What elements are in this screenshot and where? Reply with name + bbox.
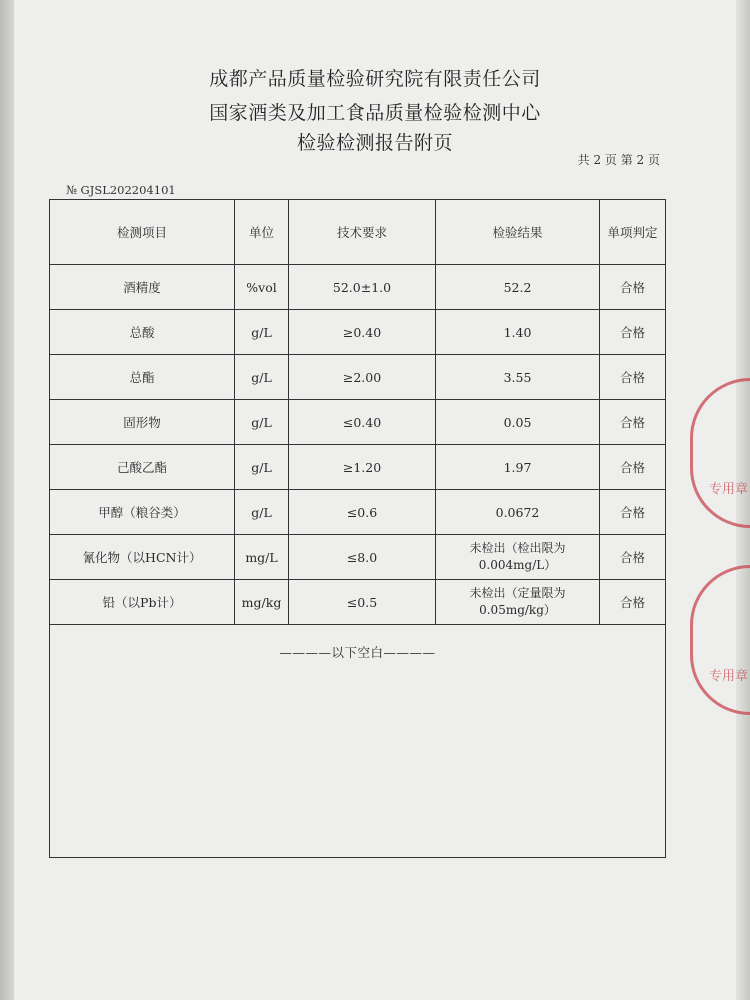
center-name: 国家酒类及加工食品质量检验检测中心 bbox=[209, 102, 541, 124]
cell-result: 0.0672 bbox=[436, 490, 600, 535]
cell-requirement: ≥0.40 bbox=[289, 310, 436, 355]
table-header-row bbox=[50, 200, 666, 265]
cell-verdict: 合格 bbox=[600, 400, 666, 445]
cell-result: 3.55 bbox=[436, 355, 600, 400]
table-row bbox=[50, 355, 666, 400]
table-row bbox=[50, 535, 666, 580]
seal-stamp-text: 专用章 bbox=[708, 482, 748, 497]
cell-verdict: 合格 bbox=[600, 445, 666, 490]
cell-unit: g/L bbox=[235, 355, 289, 400]
cell-unit: mg/kg bbox=[235, 580, 289, 625]
table-row bbox=[50, 580, 666, 625]
cell-unit: g/L bbox=[235, 490, 289, 535]
cell-item: 总酯 bbox=[50, 355, 235, 400]
cell-result bbox=[436, 535, 600, 580]
cell-verdict: 合格 bbox=[600, 265, 666, 310]
cell-item: 己酸乙酯 bbox=[50, 445, 235, 490]
cell-requirement: ≥1.20 bbox=[289, 445, 436, 490]
blank-row bbox=[50, 625, 666, 858]
cell-item: 固形物 bbox=[50, 400, 235, 445]
cell-requirement: ≤0.6 bbox=[289, 490, 436, 535]
cell-requirement: ≤0.40 bbox=[289, 400, 436, 445]
table-row bbox=[50, 310, 666, 355]
table-row bbox=[50, 265, 666, 310]
cell-verdict: 合格 bbox=[600, 580, 666, 625]
table-row bbox=[50, 400, 666, 445]
report-number: № GJSL202204101 bbox=[66, 183, 176, 197]
table-row bbox=[50, 490, 666, 535]
header-result: 检验结果 bbox=[436, 200, 600, 265]
cell-item: 酒精度 bbox=[50, 265, 235, 310]
cell-requirement: 52.0±1.0 bbox=[289, 265, 436, 310]
cell-unit: g/L bbox=[235, 400, 289, 445]
cell-unit: %vol bbox=[235, 265, 289, 310]
cell-unit: g/L bbox=[235, 445, 289, 490]
header-requirement: 技术要求 bbox=[289, 200, 436, 265]
header-unit: 单位 bbox=[235, 200, 289, 265]
header-verdict: 单项判定 bbox=[600, 200, 666, 265]
cell-result-text: 未检出（定量限为 0.05mg/kg） bbox=[469, 586, 566, 617]
cell-result: 52.2 bbox=[436, 265, 600, 310]
cell-result: 1.97 bbox=[436, 445, 600, 490]
cell-unit: g/L bbox=[235, 310, 289, 355]
institute-name: 成都产品质量检验研究院有限责任公司 bbox=[209, 68, 541, 90]
cell-result: 1.40 bbox=[436, 310, 600, 355]
blank-area bbox=[50, 625, 666, 858]
cell-requirement: ≤8.0 bbox=[289, 535, 436, 580]
cell-verdict: 合格 bbox=[600, 535, 666, 580]
cell-verdict: 合格 bbox=[600, 355, 666, 400]
cell-verdict: 合格 bbox=[600, 310, 666, 355]
cell-result: 0.05 bbox=[436, 400, 600, 445]
table-row bbox=[50, 445, 666, 490]
page-count: 共 2 页 第 2 页 bbox=[577, 153, 660, 167]
blank-below-note: ————以下空白———— bbox=[279, 645, 436, 660]
cell-result-text: 未检出（检出限为 0.004mg/L） bbox=[469, 541, 566, 572]
report-title: 检验检测报告附页 bbox=[296, 132, 453, 154]
seal-stamp-text: 专用章 bbox=[708, 669, 748, 684]
cell-requirement: ≤0.5 bbox=[289, 580, 436, 625]
cell-verdict: 合格 bbox=[600, 490, 666, 535]
cell-item: 总酸 bbox=[50, 310, 235, 355]
cell-result bbox=[436, 580, 600, 625]
header-item: 检测项目 bbox=[50, 200, 235, 265]
cell-unit: mg/L bbox=[235, 535, 289, 580]
cell-item: 铅（以Pb计） bbox=[50, 580, 235, 625]
cell-item: 甲醇（粮谷类） bbox=[50, 490, 235, 535]
cell-item: 氰化物（以HCN计） bbox=[50, 535, 235, 580]
cell-requirement: ≥2.00 bbox=[289, 355, 436, 400]
results-table bbox=[49, 199, 666, 858]
